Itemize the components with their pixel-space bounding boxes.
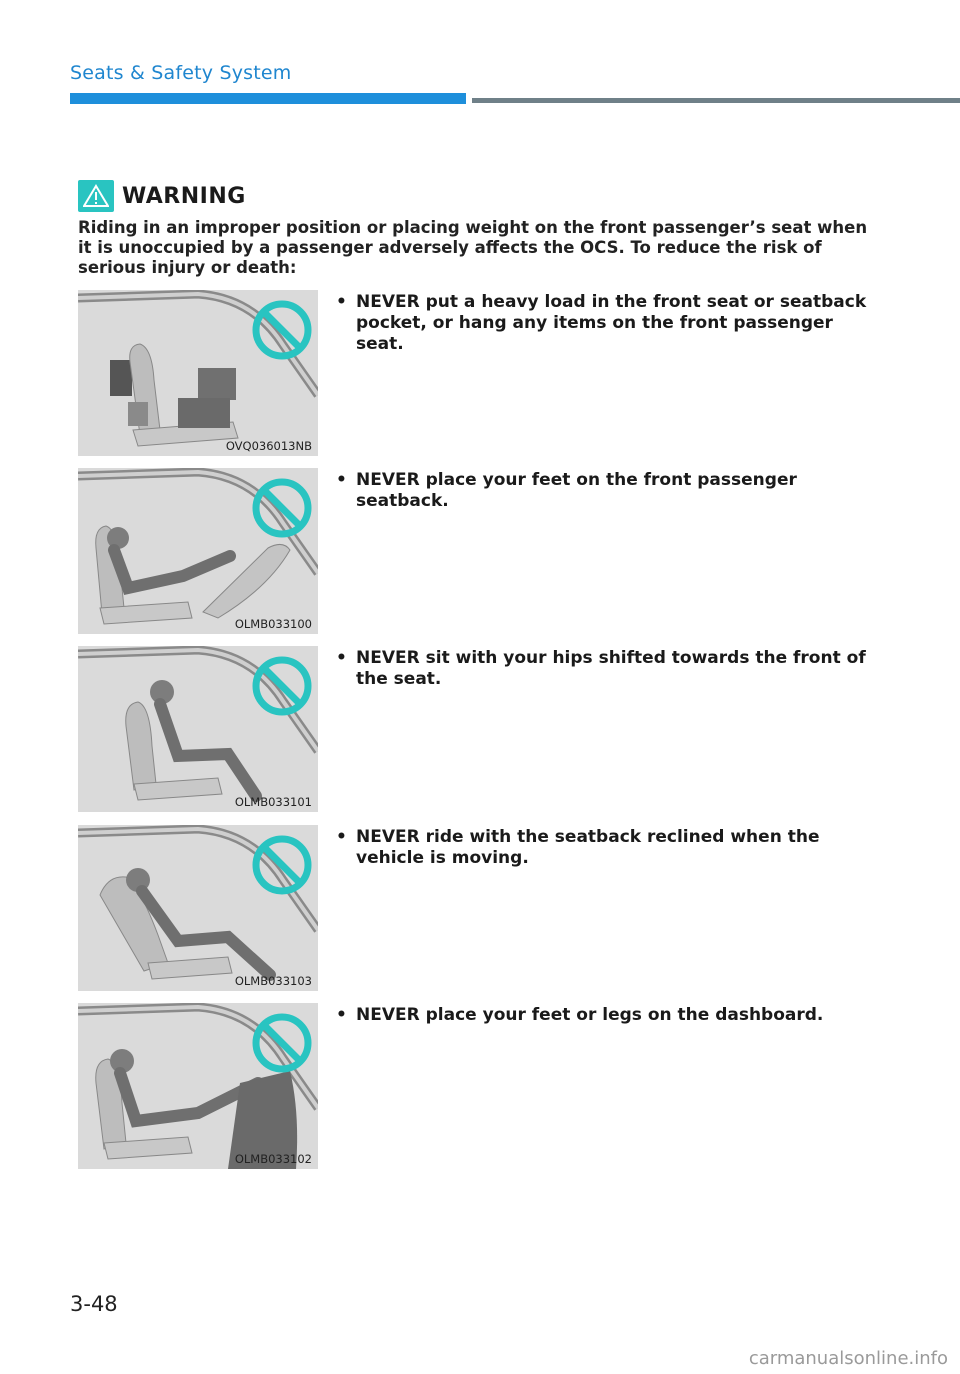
- header-accent-bar: [70, 93, 466, 104]
- prohibition-icon: [250, 833, 314, 897]
- section-title: Seats & Safety System: [70, 62, 292, 84]
- bullet-marker: •: [336, 292, 347, 312]
- prohibition-icon: [250, 1011, 314, 1075]
- prohibition-icon: [250, 298, 314, 362]
- bullet-text: • NEVER put a heavy load in the front seat or seatback pocket, or hang any items on the front passenger seat.: [336, 292, 867, 354]
- illustration-heavy-load: [78, 290, 318, 456]
- image-code: OLMB033101: [234, 795, 312, 809]
- warning-item-1: [78, 290, 878, 456]
- bullet-text: • NEVER ride with the seatback reclined when the vehicle is moving.: [336, 827, 820, 868]
- header-rule: [472, 98, 960, 103]
- bullet-marker: •: [336, 827, 347, 847]
- illustration-hips-shifted: [78, 646, 318, 812]
- bullet-marker: •: [336, 1005, 347, 1025]
- bullet-text: • NEVER sit with your hips shifted towards the front of the seat.: [336, 648, 866, 689]
- prohibition-icon: [250, 476, 314, 540]
- warning-intro-text: Riding in an improper position or placing weight on the front passenger’s seat when it is unoccupied by a passenger adversely affects the OCS. To reduce the risk of serious injury or death:: [78, 218, 868, 277]
- bullet-text: • NEVER place your feet on the front passenger seatback.: [336, 470, 797, 511]
- prohibition-icon: [250, 654, 314, 718]
- warning-item-5: [78, 1003, 878, 1169]
- watermark: carmanualsonline.info: [748, 1348, 948, 1369]
- bullet-marker: •: [336, 648, 347, 668]
- warning-triangle-icon: [78, 180, 114, 212]
- warning-heading: [78, 180, 246, 212]
- image-code: OLMB033100: [234, 617, 312, 631]
- warning-label: WARNING: [122, 183, 246, 209]
- warning-item-4: [78, 825, 878, 991]
- illustration-seatback-reclined: [78, 825, 318, 991]
- bullet-marker: •: [336, 470, 347, 490]
- image-code: OLMB033102: [234, 1152, 312, 1166]
- warning-item-2: [78, 468, 878, 634]
- illustration-feet-on-dashboard: [78, 1003, 318, 1169]
- warning-item-3: [78, 646, 878, 812]
- image-code: OLMB033103: [234, 974, 312, 988]
- illustration-feet-on-seatback: [78, 468, 318, 634]
- image-code: OVQ036013NB: [225, 439, 312, 453]
- bullet-text: • NEVER place your feet or legs on the dashboard.: [336, 1005, 824, 1025]
- page-number: 3-48: [70, 1292, 118, 1316]
